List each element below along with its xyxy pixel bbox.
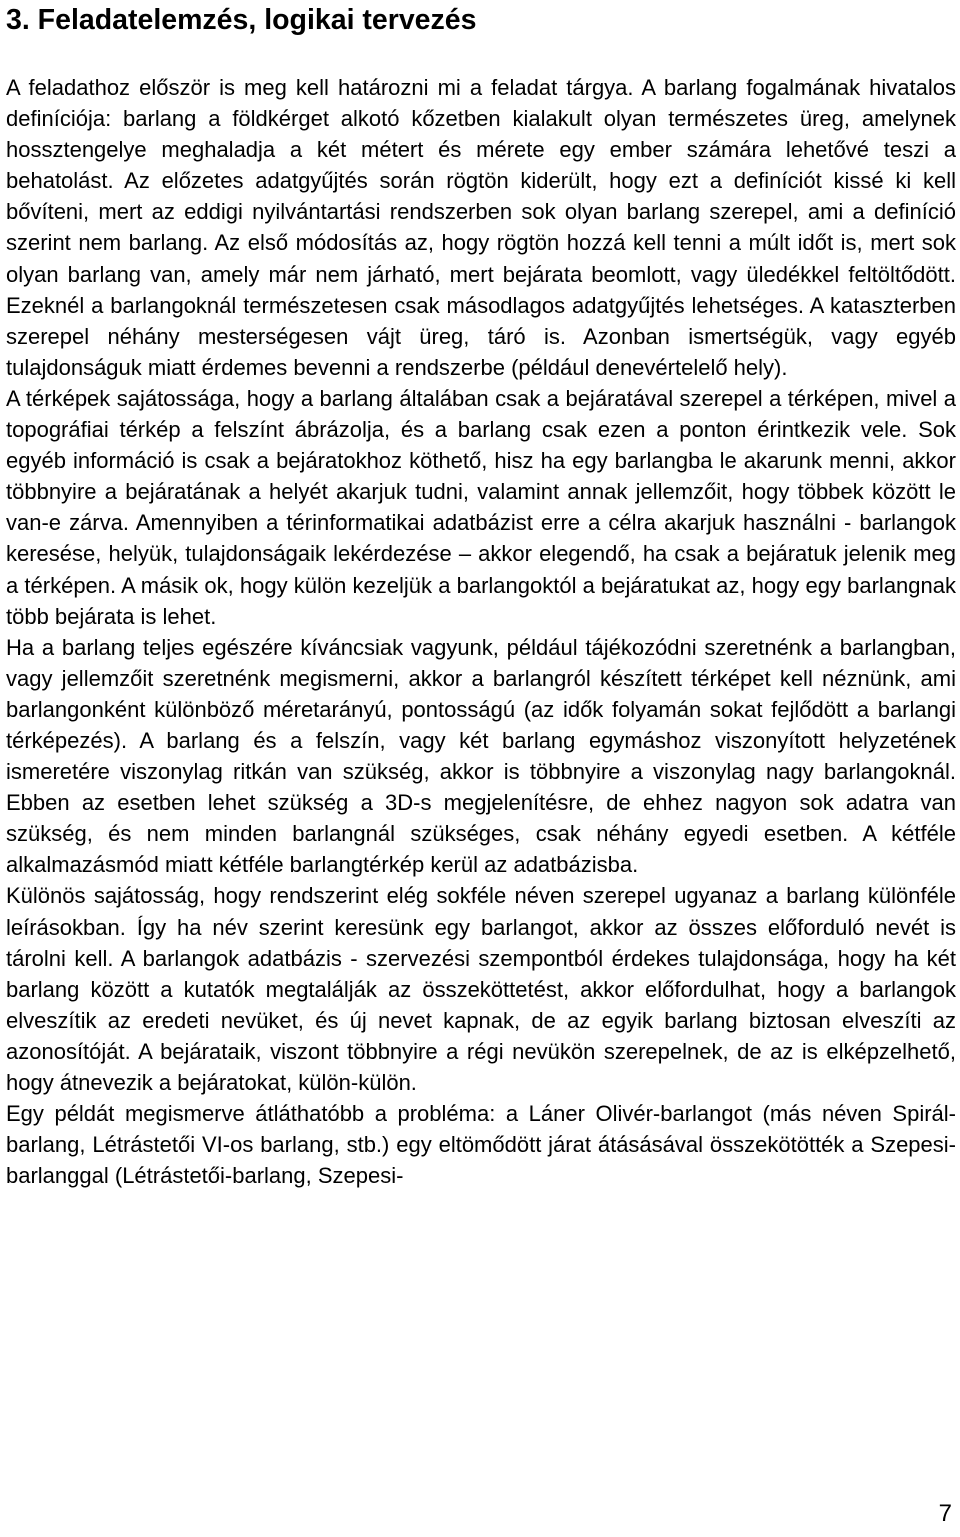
section-heading: 3. Feladatelemzés, logikai tervezés	[6, 4, 477, 36]
document-page	[6, 0, 956, 1191]
paragraph-maps: A térképek sajátossága, hogy a barlang általában csak a bejáratával szerepel a térképen, mivel a topográfiai térkép a felszínt ábrázolja, és a barlang csak ezen a ponton érintkezik vele. Sok egyéb információ is csak a bejáratokhoz köthető, hisz ha egy barlangba le akarunk menni, akkor többnyire a bejáratának a helyét akarjuk tudni, valamint annak jellemzőit, hogy többek között le van-e zárva. Amennyiben a térinformatikai adatbázist erre a célra akarjuk használni - barlangok keresése, helyük, tulajdonságaik lekérdezése – akkor elegendő, ha csak a bejáratuk jelenik meg a térképen. A másik ok, hogy külön kezeljük a barlangoktól a bejáratukat az, hogy egy barlangnak több bejárata is lehet.	[6, 385, 956, 629]
page-number: 7	[938, 1500, 952, 1527]
body-text	[6, 72, 956, 1191]
paragraph-naming: Különös sajátosság, hogy rendszerint elég sokféle néven szerepel ugyanaz a barlang különféle leírásokban. Így ha név szerint keresünk egy barlangot, akkor az összes előforduló nevét is tárolni kell. A barlangok adatbázis - szervezési szempontból érdekes tulajdonsága, hogy ha két barlang között a kutatók megtalálják az összeköttetést, akkor előfordulhat, hogy a barlangok elveszítik az eredeti nevüket, és új nevet kapnak, de az egyik barlang biztosan elveszíti az azonosítóját. A bejárataik, viszont többnyire a régi nevükön szerepelnek, de az is elképzelhető, hogy átnevezik a bejáratokat, külön-külön.	[6, 883, 956, 1095]
paragraph-example: Egy példát megismerve átláthatóbb a probléma: a Láner Olivér-barlangot (más néven Spirál-barlang, Létrástetői VI-os barlang, stb.) egy eltömődött járat átásásával összekötötték a Szepesi-barlanggal (Létrástetői-barlang, Szepesi-	[6, 1101, 956, 1189]
paragraph-cave-maps: Ha a barlang teljes egészére kíváncsiak vagyunk, például tájékozódni szeretnénk a barlangban, vagy jellemzőit szeretnénk megismerni, akkor a barlangról készített térképet kell néznünk, ami barlangonként különböző méretarányú, pontosságú (az idők folyamán sokat fejlődött a barlangi térképezés). A barlang és a felszín, vagy két barlang egymáshoz viszonyított helyzetének ismeretére viszonylag ritkán van szükség, akkor is többnyire a viszonylag nagy barlangoknál. Ebben az esetben lehet szükség a 3D-s megjelenítésre, de ehhez nagyon sok adatra van szükség, és nem minden barlangnál szükséges, csak néhány egyedi esetben. A kétféle alkalmazásmód miatt kétféle barlangtérkép kerül az adatbázisba.	[6, 634, 956, 878]
paragraph-definition: A feladathoz először is meg kell határozni mi a feladat tárgya. A barlang fogalmának hivatalos definíciója: barlang a földkérget alkotó kőzetben kialakult olyan természetes üreg, amelynek hossztengelye meghaladja a két métert és mérete egy ember számára lehetővé teszi a behatolást. Az előzetes adatgyűjtés során rögtön kiderült, hogy ezt a definíciót kissé ki kell bővíteni, mert az eddigi nyilvántartási rendszerben sok olyan barlang szerepel, ami a definíció szerint nem barlang. Az első módosítás az, hogy rögtön hozzá kell tenni a múlt időt is, mert sok olyan barlang van, amely már nem járható, mert bejárata beomlott, vagy üledékkel feltöltődött. Ezeknél a barlangoknál természetesen csak másodlagos adatgyűjtés lehetséges. A kataszterben szerepel néhány mesterségesen vájt üreg, táró is. Azonban ismertségük, vagy egyéb tulajdonságuk miatt érdemes bevenni a rendszerbe (például denevértelelő hely).	[6, 75, 956, 380]
